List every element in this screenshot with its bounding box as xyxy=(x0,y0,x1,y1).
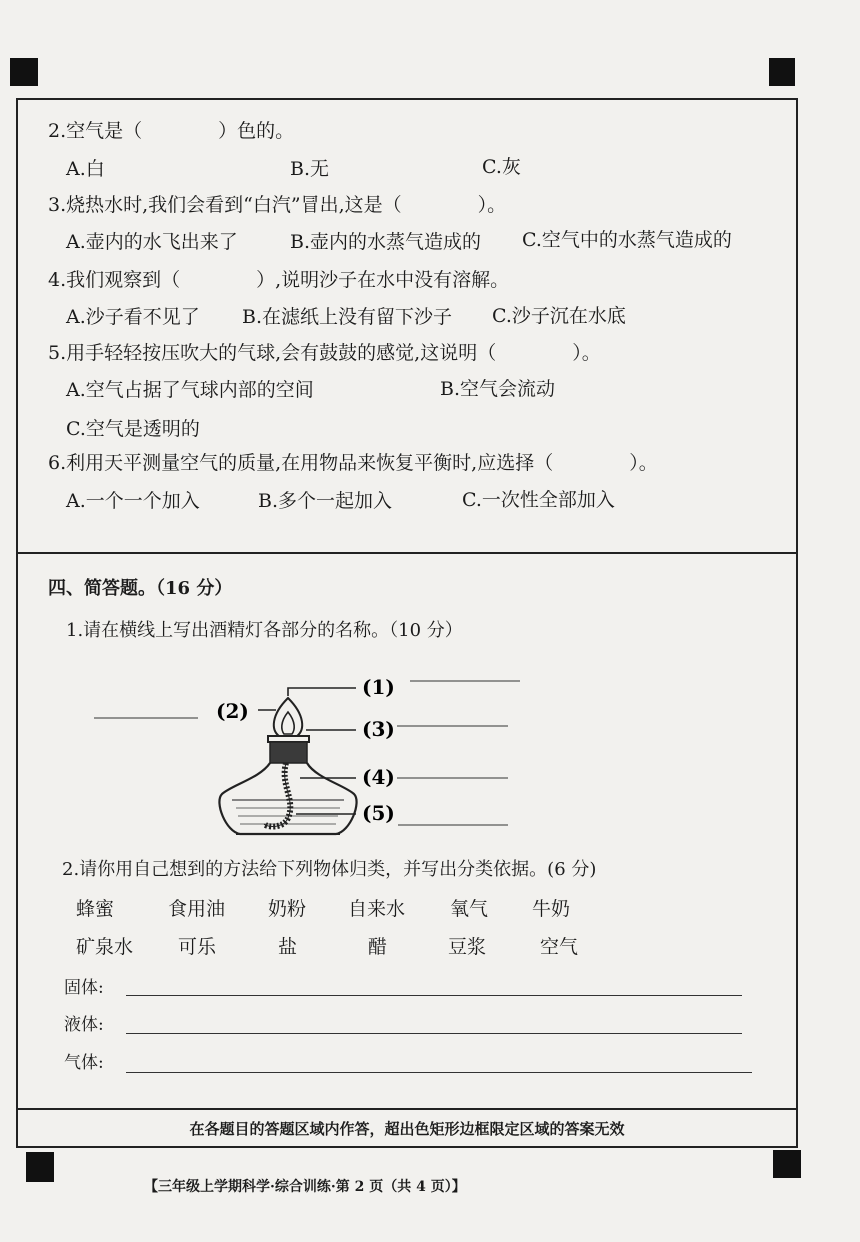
question-5-option-c: C.空气是透明的 xyxy=(66,418,200,440)
question-3-stem: 3.烧热水时,我们会看到“白汽”冒出,这是（ ）。 xyxy=(48,194,507,216)
question-2-option-a: A.白 xyxy=(66,158,105,180)
question-2-option-b: B.无 xyxy=(290,158,330,180)
question-6-option-a: A.一个一个加入 xyxy=(66,490,200,512)
label-1: (1) xyxy=(362,675,395,699)
wick xyxy=(264,763,290,826)
corner-marker-top-right xyxy=(769,58,795,86)
section-divider xyxy=(16,552,798,554)
notice-divider xyxy=(16,1108,798,1110)
item-honey: 蜂蜜 xyxy=(76,898,115,920)
short-answer-q2-stem: 2.请你用自己想到的方法给下列物体归类，并写出分类依据。(6 分) xyxy=(62,859,597,880)
section-4-title: 四、简答题。（16 分） xyxy=(48,578,233,599)
item-salt: 盐 xyxy=(278,936,298,958)
label-4: (4) xyxy=(362,765,395,789)
corner-marker-top-left xyxy=(10,58,38,86)
item-vinegar: 醋 xyxy=(368,936,388,958)
question-6-stem: 6.利用天平测量空气的质量,在用物品来恢复平衡时,应选择（ ）。 xyxy=(48,452,658,474)
answer-line-liquid[interactable] xyxy=(126,1033,742,1034)
label-3: (3) xyxy=(362,717,395,741)
question-3-option-b: B.壶内的水蒸气造成的 xyxy=(290,231,482,253)
lamp-neck-rim xyxy=(268,736,309,742)
label-5: (5) xyxy=(362,801,395,825)
question-4-stem: 4.我们观察到（ ）,说明沙子在水中没有溶解。 xyxy=(48,269,510,291)
question-6-option-c: C.一次性全部加入 xyxy=(462,489,615,511)
item-air: 空气 xyxy=(540,936,579,958)
question-2-stem: 2.空气是（ ）色的。 xyxy=(48,120,295,142)
corner-marker-bottom-left xyxy=(26,1152,54,1182)
question-5-option-a: A.空气占据了气球内部的空间 xyxy=(66,379,314,401)
item-oxygen: 氧气 xyxy=(450,898,489,920)
item-soy-milk: 豆浆 xyxy=(448,936,487,958)
answer-label-liquid: 液体: xyxy=(64,1015,104,1035)
question-6-option-b: B.多个一起加入 xyxy=(258,490,393,512)
item-mineral-water: 矿泉水 xyxy=(76,936,134,958)
leader-1 xyxy=(288,688,356,696)
label-2: (2) xyxy=(216,699,249,723)
answer-line-gas[interactable] xyxy=(126,1072,752,1073)
item-milk-powder: 奶粉 xyxy=(268,898,307,920)
page-footer: 【三年级上学期科学·综合训练·第 2 页（共 4 页）】 xyxy=(144,1179,466,1195)
alcohol-lamp-diagram xyxy=(0,660,860,840)
lamp-body xyxy=(219,763,356,834)
question-2-option-c: C.灰 xyxy=(482,156,521,178)
item-cola: 可乐 xyxy=(178,936,217,958)
item-milk: 牛奶 xyxy=(532,898,571,920)
question-5-option-b: B.空气会流动 xyxy=(440,378,556,400)
question-5-stem: 5.用手轻轻按压吹大的气球,会有鼓鼓的感觉,这说明（ ）。 xyxy=(48,342,601,364)
item-cooking-oil: 食用油 xyxy=(168,898,226,920)
short-answer-q1-stem: 1.请在横线上写出酒精灯各部分的名称。（10 分） xyxy=(66,620,463,641)
question-3-option-a: A.壶内的水飞出来了 xyxy=(66,231,238,253)
corner-marker-bottom-right xyxy=(773,1150,801,1178)
flame-inner xyxy=(282,712,294,734)
answer-label-solid: 固体: xyxy=(64,978,104,998)
item-tap-water: 自来水 xyxy=(348,898,406,920)
question-4-option-c: C.沙子沉在水底 xyxy=(492,305,626,327)
question-4-option-a: A.沙子看不见了 xyxy=(66,306,200,328)
answer-area-notice: 在各题目的答题区域内作答，超出色矩形边框限定区域的答案无效 xyxy=(189,1120,625,1138)
answer-label-gas: 气体: xyxy=(64,1053,104,1073)
lamp-neck xyxy=(270,742,307,763)
question-4-option-b: B.在滤纸上没有留下沙子 xyxy=(242,306,453,328)
flame-outer xyxy=(274,698,302,736)
question-3-option-c: C.空气中的水蒸气造成的 xyxy=(522,229,732,251)
answer-line-solid[interactable] xyxy=(126,995,742,996)
